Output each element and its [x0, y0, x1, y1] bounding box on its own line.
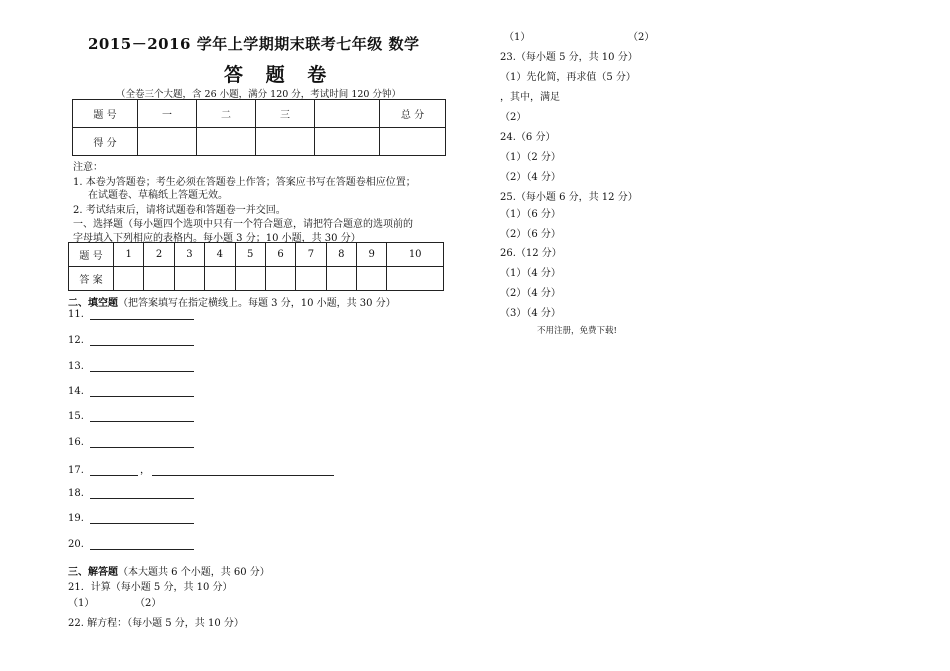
choice-answer-cell[interactable]: [296, 267, 326, 291]
q23-part-1: （1）先化简，再求值（5 分）: [500, 72, 636, 83]
choice-number: 8: [326, 243, 356, 267]
q26-part-3: （3）（4 分）: [500, 308, 561, 319]
section1-title-cont: 字母填入下列相应的表格内。每小题 3 分；10 小题，共 30 分）: [73, 233, 361, 244]
fill-item-number: 18.: [68, 488, 84, 499]
section2-title: [68, 294, 396, 309]
score-table-cell: 题 号: [73, 100, 138, 128]
fill-blank-line[interactable]: [90, 308, 194, 320]
fill-item-number: 11.: [68, 309, 84, 320]
notice-heading: 注意：: [73, 162, 103, 173]
question-25: 25.（每小题 6 分，共 12 分）: [500, 192, 638, 203]
score-input-cell[interactable]: [256, 128, 315, 156]
fill-item-number: 15.: [68, 411, 84, 422]
score-table-cell: 一: [138, 100, 197, 128]
q21-part-1: （1）: [68, 598, 95, 609]
notice-line: 在试题卷、草稿纸上答题无效。: [88, 190, 228, 201]
score-table-header-row: [73, 100, 446, 128]
score-table-cell: [315, 100, 380, 128]
choice-answer-cell[interactable]: [114, 267, 144, 291]
footer-note: 不用注册，免费下载!: [537, 326, 617, 336]
section3-title: [68, 563, 270, 578]
question-24: 24.（6 分）: [500, 132, 556, 143]
choice-answer-cell[interactable]: [144, 267, 174, 291]
score-input-cell[interactable]: [315, 128, 380, 156]
choice-header-label: 题 号: [69, 243, 114, 267]
choice-answer-label: 答 案: [69, 267, 114, 291]
fill-blank-line[interactable]: [90, 538, 194, 550]
fill-item-20: [68, 538, 194, 550]
fill-item-15: [68, 410, 194, 422]
choice-answer-cell[interactable]: [357, 267, 387, 291]
score-table-cell: 总 分: [380, 100, 446, 128]
score-table-cell: 三: [256, 100, 315, 128]
fill-blank-line[interactable]: [90, 385, 194, 397]
choice-number-row: [69, 243, 444, 267]
notice-line: 2. 考试结束后，请将试题卷和答题卷一并交回。: [73, 205, 286, 216]
choice-answer-cell[interactable]: [235, 267, 265, 291]
question-26: 26.（12 分）: [500, 248, 562, 259]
q26-part-1: （1）（4 分）: [500, 268, 561, 279]
choice-number: 4: [205, 243, 235, 267]
fill-item-13: [68, 360, 194, 372]
section1-title: 一、选择题（每小题四个选项中只有一个符合题意，请把符合题意的选项前的: [73, 219, 413, 230]
notice-line: 1. 本卷为答题卷；考生必须在答题卷上作答；答案应书写在答题卷相应位置；: [73, 177, 416, 188]
fill-blank-line[interactable]: [90, 512, 194, 524]
fill-item-number: 20.: [68, 539, 84, 550]
choice-number: 2: [144, 243, 174, 267]
score-input-cell[interactable]: [380, 128, 446, 156]
section3-title-rest: （本大题共 6 个小题，共 60 分）: [118, 567, 270, 578]
fill-comma: ，: [140, 465, 150, 476]
choice-answer-row: [69, 267, 444, 291]
choice-number: 10: [387, 243, 444, 267]
choice-number: 3: [174, 243, 204, 267]
question-23: 23.（每小题 5 分，共 10 分）: [500, 52, 638, 63]
fill-item-16: [68, 436, 194, 448]
choice-answer-cell[interactable]: [174, 267, 204, 291]
fill-item-number: 14.: [68, 386, 84, 397]
score-input-cell[interactable]: [197, 128, 256, 156]
fill-item-11: [68, 308, 194, 320]
choice-answer-cell[interactable]: [326, 267, 356, 291]
q25-part-1: （1）（6 分）: [500, 209, 561, 220]
score-table-cell: 得 分: [73, 128, 138, 156]
choice-answer-cell[interactable]: [265, 267, 295, 291]
q22-part-1: （1）: [504, 32, 531, 43]
q24-part-1: （1）（2 分）: [500, 152, 561, 163]
exam-title: 2015－2016 学年上学期期末联考七年级 数学: [88, 35, 420, 53]
fill-item-12: [68, 334, 194, 346]
q21-part-2: （2）: [135, 598, 162, 609]
section3-title-bold: 三、解答题: [68, 567, 118, 578]
choice-number: 6: [265, 243, 295, 267]
q23-condition: ，其中，满足: [500, 92, 560, 103]
fill-blank-line[interactable]: [90, 334, 194, 346]
choice-number: 5: [235, 243, 265, 267]
fill-item-19: [68, 512, 194, 524]
q24-part-2: （2）（4 分）: [500, 172, 561, 183]
q22-part-2: （2）: [628, 32, 655, 43]
question-21: 21．计算（每小题 5 分，共 10 分）: [68, 582, 233, 593]
fill-blank-line[interactable]: [90, 487, 194, 499]
fill-item-14: [68, 385, 194, 397]
section2-title-rest: （把答案填写在指定横线上。每题 3 分，10 小题，共 30 分）: [118, 298, 396, 309]
fill-item-18: [68, 487, 194, 499]
choice-number: 1: [114, 243, 144, 267]
choice-answer-cell[interactable]: [205, 267, 235, 291]
fill-blank-line[interactable]: [90, 410, 194, 422]
fill-blank-line[interactable]: [90, 436, 194, 448]
q23-part-2: （2）: [500, 112, 527, 123]
answer-sheet-title: 答 题 卷: [224, 64, 335, 86]
fill-item-number: 16.: [68, 437, 84, 448]
score-input-cell[interactable]: [138, 128, 197, 156]
choice-answer-cell[interactable]: [387, 267, 444, 291]
fill-item-number: 19.: [68, 513, 84, 524]
fill-blank-line[interactable]: [90, 464, 138, 476]
exam-info-note: （全卷三个大题，含 26 小题，满分 120 分，考试时间 120 分钟）: [116, 89, 401, 100]
fill-item-number: 13.: [68, 361, 84, 372]
fill-item-17: [68, 461, 334, 476]
choice-number: 7: [296, 243, 326, 267]
q25-part-2: （2）（6 分）: [500, 229, 561, 240]
fill-blank-line[interactable]: [90, 360, 194, 372]
section2-title-bold: 二、填空题: [68, 298, 118, 309]
choice-answer-table: [68, 242, 444, 291]
fill-item-number: 12.: [68, 335, 84, 346]
q26-part-2: （2）（4 分）: [500, 288, 561, 299]
question-22: 22. 解方程：（每小题 5 分，共 10 分）: [68, 618, 244, 629]
score-table-cell: 二: [197, 100, 256, 128]
fill-item-number: 17.: [68, 465, 84, 476]
choice-number: 9: [357, 243, 387, 267]
score-table: [72, 99, 446, 156]
fill-blank-line[interactable]: [152, 464, 334, 476]
score-table-score-row: [73, 128, 446, 156]
